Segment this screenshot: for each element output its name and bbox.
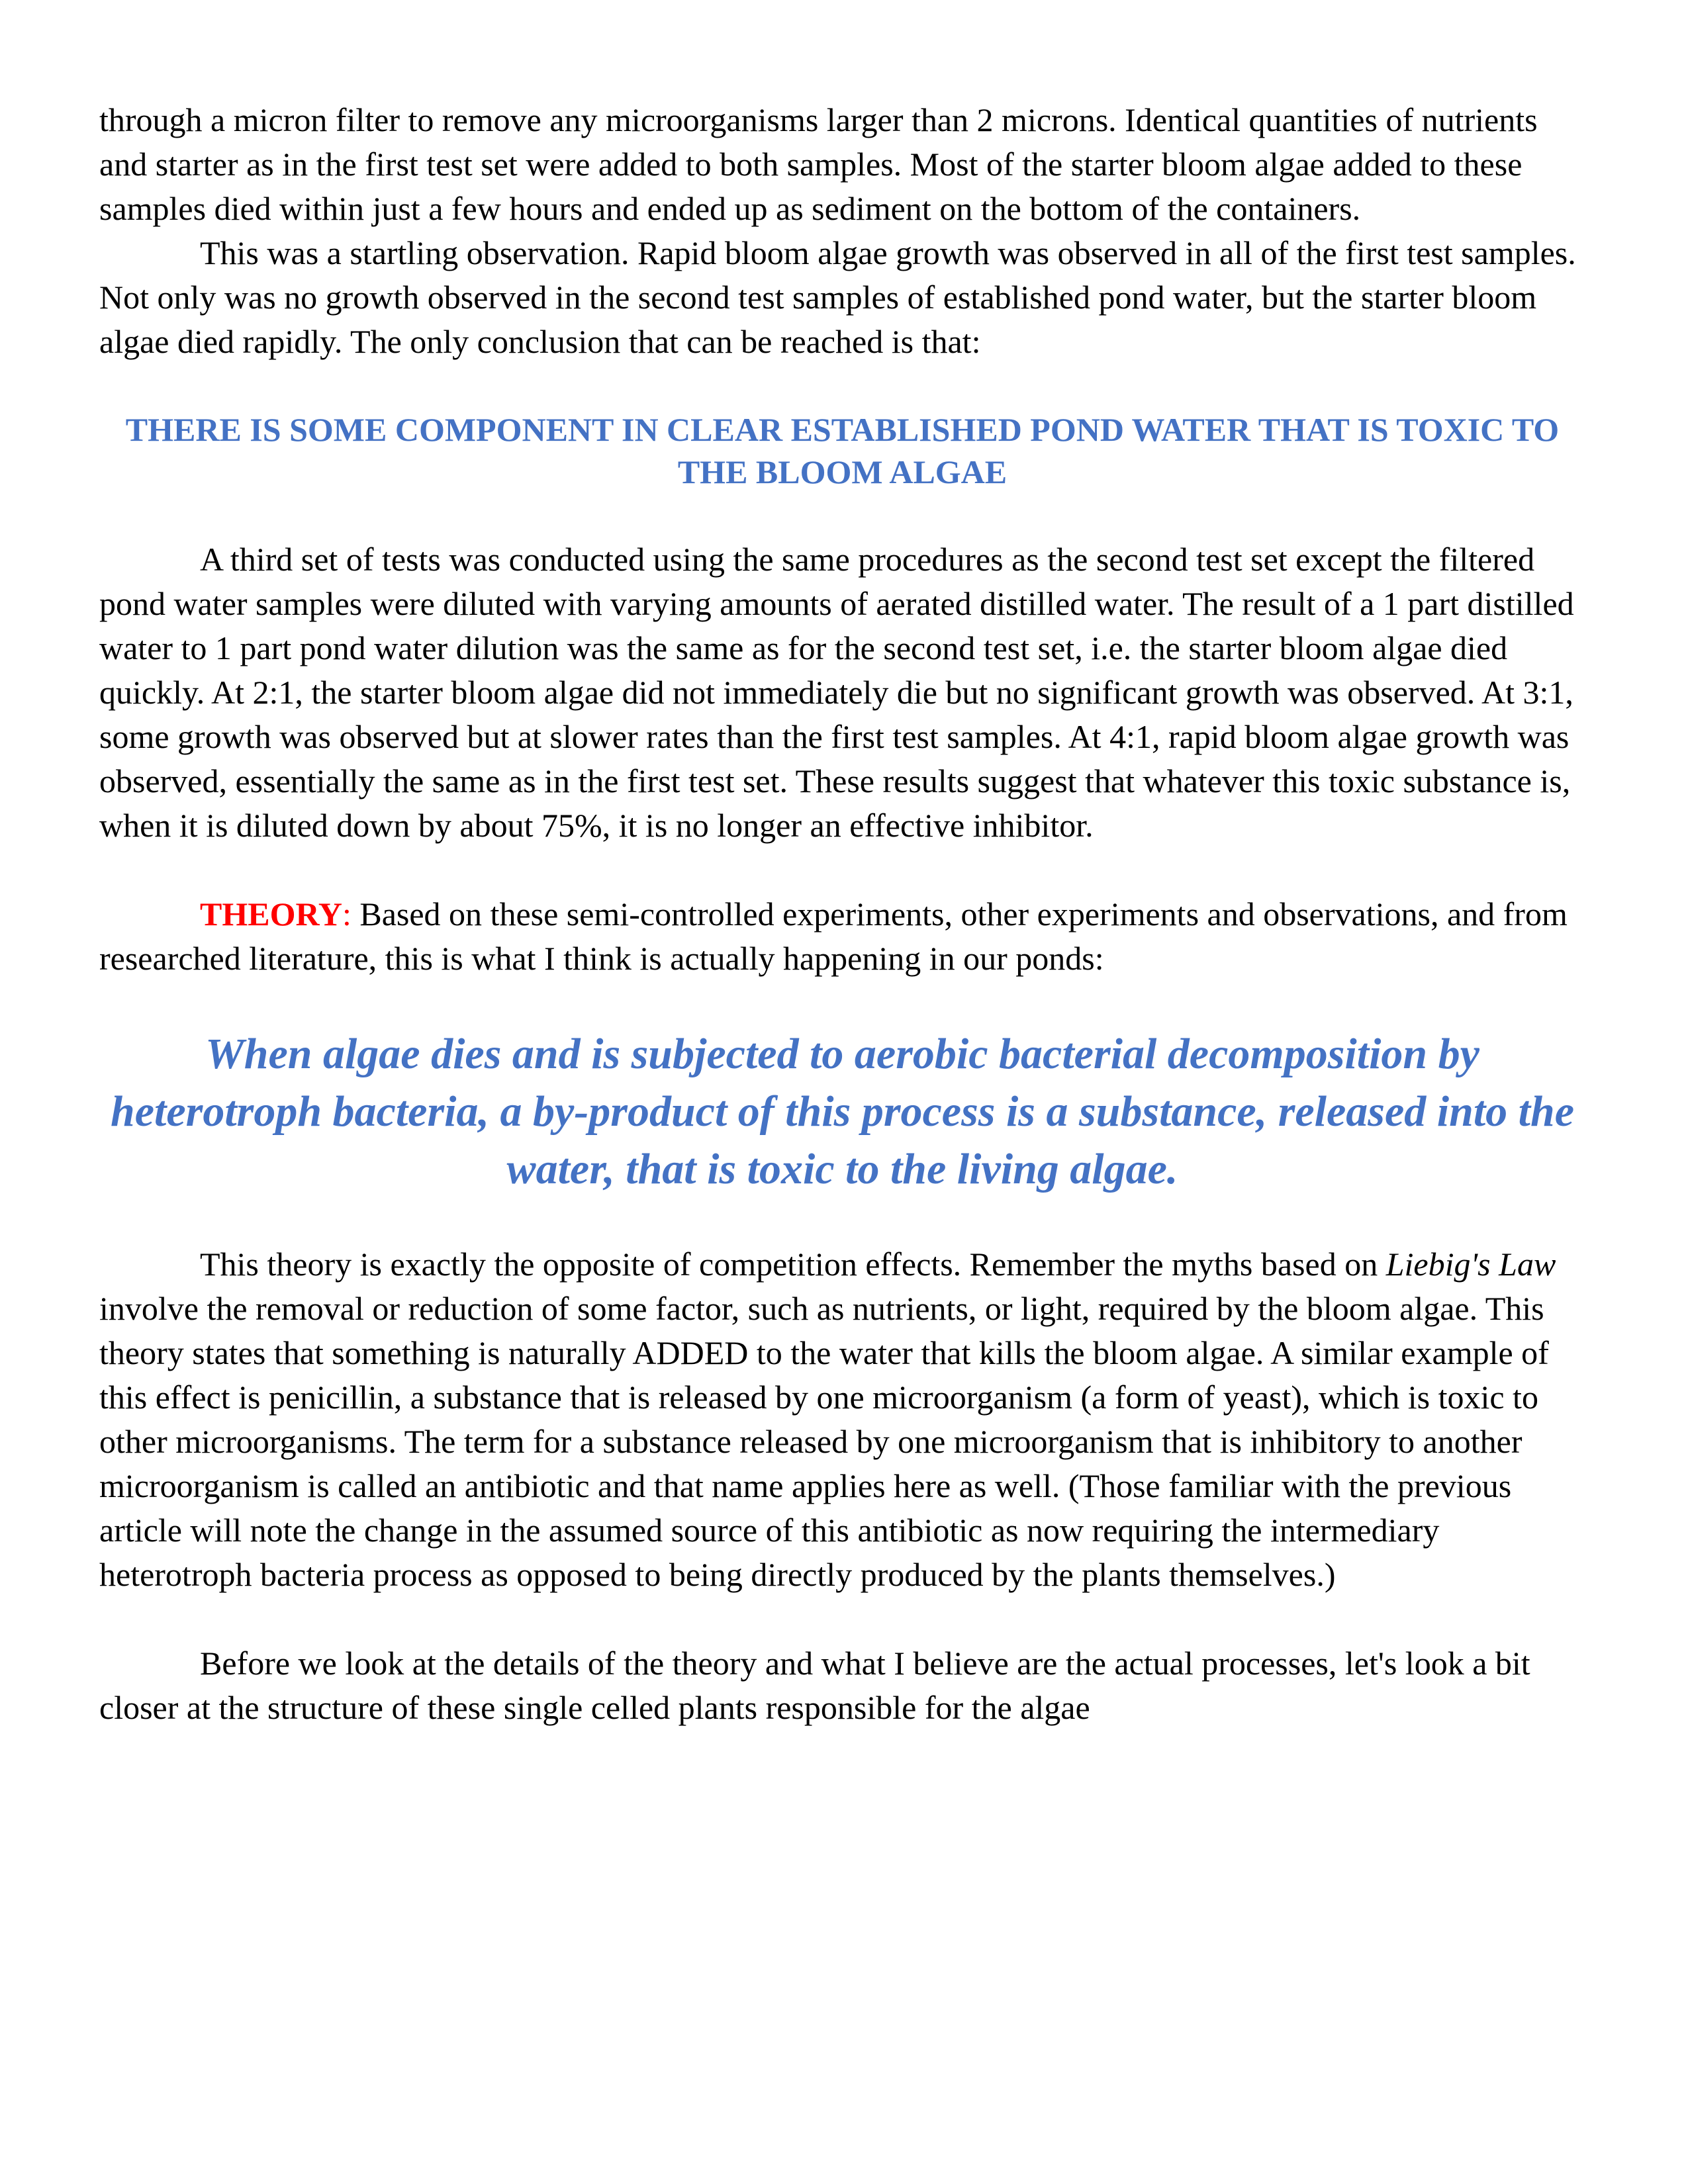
paragraph-startling-observation: This was a startling observation. Rapid bloom algae growth was observed in all of the first test samples. Not only was no growth observed in the second test samples of established pond water, but the starter bloom algae died rapidly. The only conclusion that can be reached is that: <box>99 234 1576 360</box>
theory-text: Based on these semi-controlled experiments, other experiments and observations, and from researched literature, this is what I think is actually happening in our ponds: <box>99 895 1568 977</box>
paragraph-before-details: Before we look at the details of the theory and what I believe are the actual processes, let's look a bit closer at the structure of these single celled plants responsible for the algae <box>99 1645 1530 1726</box>
paragraph-theory <box>99 892 1585 981</box>
document-page <box>99 98 1585 1730</box>
paragraph-opposite-competition <box>99 1242 1585 1597</box>
liebigs-law-italic: Liebig's Law <box>1385 1246 1556 1283</box>
p5-rest-text: involve the removal or reduction of some factor, such as nutrients, or light, required by the bloom algae. This theory states that something is naturally ADDED to the water that kills the bloom algae. A similar example of this effect is penicillin, a substance that is released by one microorganism (a form of yeast), which is toxic to other microorganisms. The term for a substance released by one microorganism that is inhibitory to another microorganism is called an antibiotic and that name applies here as well. (Those familiar with the previous article will note the change in the assumed source of this antibiotic as now requiring the intermediary heterotroph bacteria process as opposed to being directly produced by the plants themselves.) <box>99 1290 1549 1593</box>
toxic-component-heading: THERE IS SOME COMPONENT IN CLEAR ESTABLISHED POND WATER THAT IS TOXIC TO THE BLOOM ALGAE <box>125 411 1560 490</box>
paragraph-micron-filter: through a micron filter to remove any microorganisms larger than 2 microns. Identical quantities of nutrients and starter as in the first test set were added to both samples. Most of the starter bloom algae added to these samples died within just a few hours and ended up as sediment on the bottom of the containers. <box>99 101 1538 227</box>
paragraph-third-test-set: A third set of tests was conducted using the same procedures as the second test set except the filtered pond water samples were diluted with varying amounts of aerated distilled water. The result of a 1 part distilled water to 1 part pond water dilution was the same as for the second test set, i.e. the starter bloom algae died quickly. At 2:1, the starter bloom algae did not immediately die but no significant growth was observed. At 3:1, some growth was observed but at slower rates than the first test samples. At 4:1, rapid bloom algae growth was observed, essentially the same as in the first test set. These results suggest that whatever this toxic substance is, when it is diluted down by about 75%, it is no longer an effective inhibitor. <box>99 541 1574 844</box>
theory-statement-quote: When algae dies and is subjected to aerobic bacterial decomposition by heterotroph bacteria, a by-product of this process is a substance, released into the water, that is toxic to the living algae. <box>111 1030 1574 1193</box>
p5-start-text: This theory is exactly the opposite of competition effects. Remember the myths based on <box>200 1246 1386 1283</box>
theory-label: THEORY <box>200 895 342 933</box>
theory-colon: : <box>342 895 352 933</box>
